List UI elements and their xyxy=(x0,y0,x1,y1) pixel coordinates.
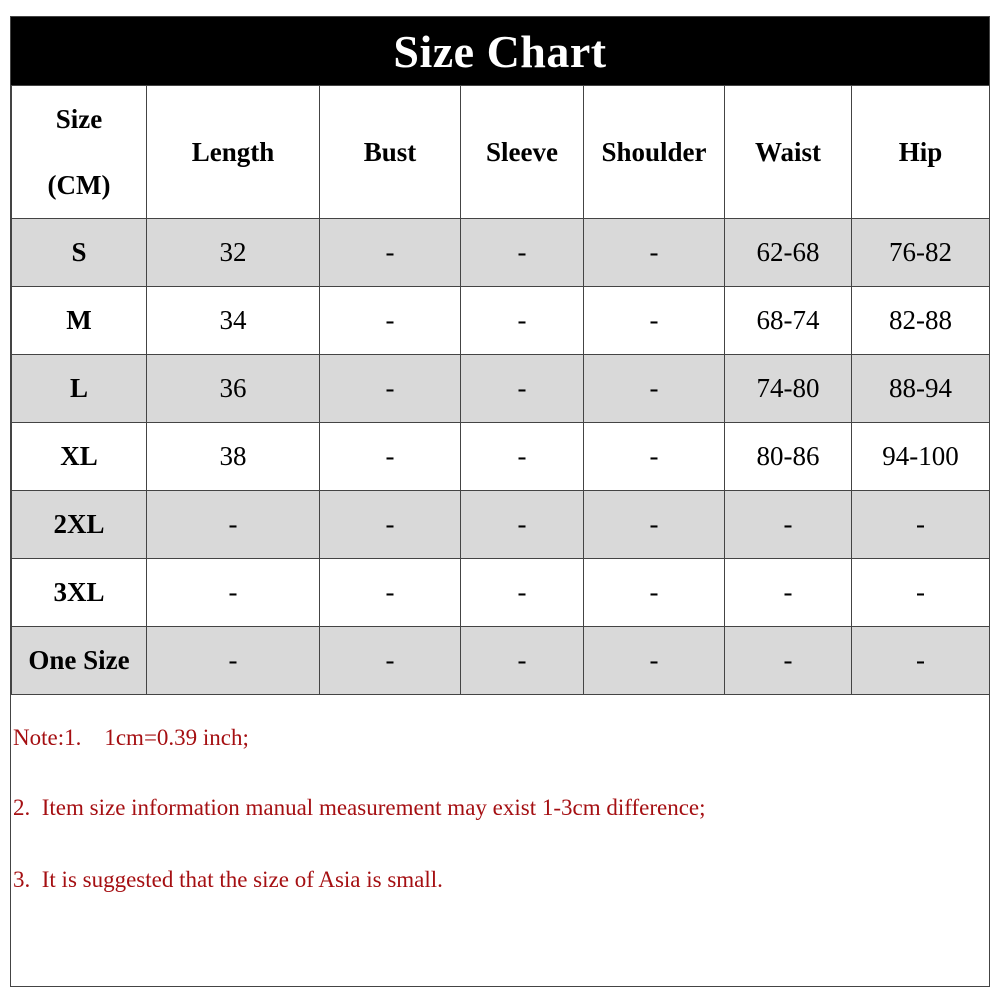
shoulder-cell: - xyxy=(584,219,725,287)
header-bust: Bust xyxy=(320,86,461,219)
shoulder-cell: - xyxy=(584,627,725,695)
waist-cell: 68-74 xyxy=(725,287,852,355)
sleeve-cell: - xyxy=(461,287,584,355)
size-chart-frame xyxy=(10,16,990,987)
length-cell: 32 xyxy=(147,219,320,287)
table-row xyxy=(12,559,990,627)
hip-cell: 82-88 xyxy=(852,287,990,355)
bust-cell: - xyxy=(320,219,461,287)
header-shoulder: Shoulder xyxy=(584,86,725,219)
table-row xyxy=(12,423,990,491)
sleeve-cell: - xyxy=(461,355,584,423)
bust-cell: - xyxy=(320,423,461,491)
hip-cell: 76-82 xyxy=(852,219,990,287)
header-size: Size (CM) xyxy=(12,86,147,219)
size-cell: L xyxy=(12,355,147,423)
shoulder-cell: - xyxy=(584,355,725,423)
waist-cell: - xyxy=(725,627,852,695)
length-cell: 36 xyxy=(147,355,320,423)
table-row xyxy=(12,287,990,355)
hip-cell: 94-100 xyxy=(852,423,990,491)
bust-cell: - xyxy=(320,491,461,559)
size-cell: M xyxy=(12,287,147,355)
notes-section xyxy=(11,695,989,986)
table-row xyxy=(12,627,990,695)
shoulder-cell: - xyxy=(584,559,725,627)
shoulder-cell: - xyxy=(584,491,725,559)
shoulder-cell: - xyxy=(584,423,725,491)
sleeve-cell: - xyxy=(461,627,584,695)
header-hip: Hip xyxy=(852,86,990,219)
title-bar xyxy=(11,17,989,85)
note-asia-size: 3. It is suggested that the size of Asia is small. xyxy=(13,867,443,892)
shoulder-cell: - xyxy=(584,287,725,355)
length-cell: 34 xyxy=(147,287,320,355)
waist-cell: - xyxy=(725,559,852,627)
header-waist: Waist xyxy=(725,86,852,219)
sleeve-cell: - xyxy=(461,491,584,559)
table-row xyxy=(12,219,990,287)
hip-cell: 88-94 xyxy=(852,355,990,423)
size-cell: 2XL xyxy=(12,491,147,559)
table-row xyxy=(12,491,990,559)
bust-cell: - xyxy=(320,355,461,423)
size-cell: One Size xyxy=(12,627,147,695)
chart-title: Size Chart xyxy=(393,25,607,77)
length-cell: - xyxy=(147,491,320,559)
length-cell: 38 xyxy=(147,423,320,491)
size-table xyxy=(11,85,990,695)
note-conversion: Note:1. 1cm=0.39 inch; xyxy=(13,725,249,750)
bust-cell: - xyxy=(320,287,461,355)
hip-cell: - xyxy=(852,627,990,695)
sleeve-cell: - xyxy=(461,219,584,287)
size-cell: XL xyxy=(12,423,147,491)
waist-cell: 80-86 xyxy=(725,423,852,491)
header-length: Length xyxy=(147,86,320,219)
table-row xyxy=(12,355,990,423)
sleeve-cell: - xyxy=(461,423,584,491)
sleeve-cell: - xyxy=(461,559,584,627)
bust-cell: - xyxy=(320,627,461,695)
length-cell: - xyxy=(147,559,320,627)
waist-cell: - xyxy=(725,491,852,559)
waist-cell: 74-80 xyxy=(725,355,852,423)
note-measurement: 2. Item size information manual measurement may exist 1-3cm difference; xyxy=(13,795,706,820)
waist-cell: 62-68 xyxy=(725,219,852,287)
size-cell: S xyxy=(12,219,147,287)
size-cell: 3XL xyxy=(12,559,147,627)
bust-cell: - xyxy=(320,559,461,627)
hip-cell: - xyxy=(852,559,990,627)
header-row xyxy=(12,86,990,219)
length-cell: - xyxy=(147,627,320,695)
header-sleeve: Sleeve xyxy=(461,86,584,219)
hip-cell: - xyxy=(852,491,990,559)
